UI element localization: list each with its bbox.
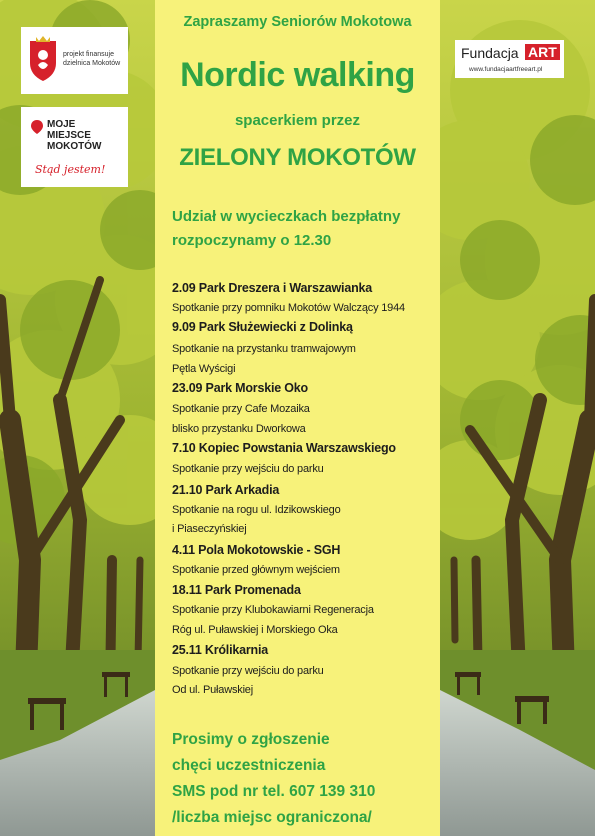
fundacja-art-logo [455,40,564,78]
event-head-7: 18.11 Park Promenada [172,583,301,597]
event-line-5-2: i Piaseczyńskiej [172,523,247,535]
moje-miejsce-logo [21,107,128,187]
fundacja-art-badge: ART [525,44,560,60]
event-head-5: 21.10 Park Arkadia [172,483,280,497]
event-head-8: 25.11 Królikarnia [172,643,268,657]
event-head-4: 7.10 Kopiec Powstania Warszawskiego [172,441,396,455]
moje-miejsce-slogan: Stąd jestem! [35,163,106,176]
footer-line-1: Prosimy o zgłoszenie [172,731,330,748]
event-head-6: 4.11 Pola Mokotowskie - SGH [172,543,341,557]
info-free: Udział w wycieczkach bezpłatny [172,208,401,225]
footer-sms: SMS pod nr tel. 607 139 310 [172,783,376,800]
footer-limited: /liczba miejsc ograniczona/ [172,809,372,826]
event-line-3-2: blisko przystanku Dworkowa [172,423,306,435]
page-title: Nordic walking [180,56,415,94]
event-head-3: 23.09 Park Morskie Oko [172,381,308,395]
event-line-6-1: Spotkanie przed głównym wejściem [172,564,340,576]
event-line-7-1: Spotkanie przy Klubokawiarni Regeneracja [172,604,374,616]
event-head-2: 9.09 Park Służewiecki z Dolinką [172,320,353,334]
fundacja-name: Fundacja [461,45,519,61]
district-logo-text: projekt finansuje dzielnica Mokotów [63,51,121,67]
info-start-time: rozpoczynamy o 12.30 [172,232,332,249]
event-line-1-1: Spotkanie przy pomniku Mokotów Walczący 1944 [172,302,405,314]
invite-text: Zapraszamy Seniorów Mokotowa [183,14,412,30]
district-logo [21,27,128,94]
footer-line-2: chęci uczestniczenia [172,757,326,774]
event-line-3-1: Spotkanie przy Cafe Mozaika [172,403,310,415]
event-line-8-2: Od ul. Puławskiej [172,684,253,696]
event-line-2-1: Spotkanie na przystanku tramwajowym [172,343,356,355]
event-line-7-2: Róg ul. Puławskiej i Morskiego Oka [172,624,338,636]
district-crest-icon [26,35,60,83]
highlight-title: ZIELONY MOKOTÓW [179,144,416,171]
event-line-2-2: Pętla Wyścigi [172,363,236,375]
moje-miejsce-text: MOJE MIEJSCE MOKOTÓW [47,119,102,152]
fundacja-url: www.fundacjaartfreeart.pl [469,66,543,73]
event-head-1: 2.09 Park Dreszera i Warszawianka [172,281,373,295]
event-line-5-1: Spotkanie na rogu ul. Idzikowskiego [172,504,341,516]
moje-miejsce-mark-icon [29,119,45,135]
event-line-8-1: Spotkanie przy wejściu do parku [172,665,324,677]
event-line-4-1: Spotkanie przy wejściu do parku [172,463,324,475]
subtitle-text: spacerkiem przez [234,112,361,129]
